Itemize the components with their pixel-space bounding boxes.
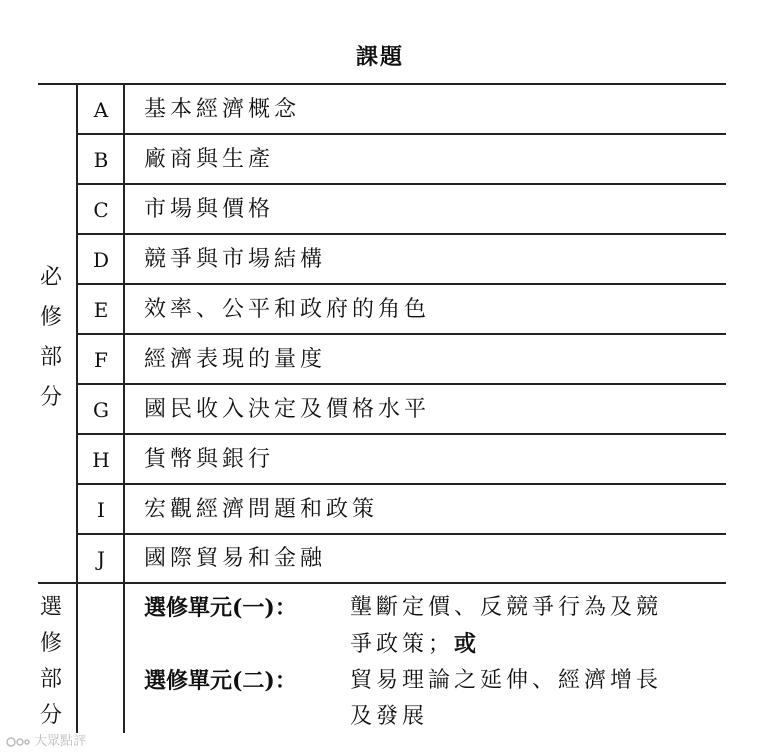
label-char: 分 (39, 385, 62, 410)
topic-code: E (93, 298, 109, 322)
topic-code: C (93, 198, 109, 222)
topic-row (78, 285, 726, 335)
description-line (350, 626, 720, 663)
topic-code: I (97, 498, 105, 522)
topic-name: 國際貿易和金融 (144, 546, 327, 571)
topic-name: 基本經濟概念 (144, 97, 301, 122)
label-char: 必 (39, 265, 62, 290)
description-line: 壟斷定價、反競爭行為及競 (350, 595, 663, 620)
topic-code: A (93, 98, 109, 122)
topic-code: F (94, 348, 108, 372)
label-char: 修 (39, 305, 62, 330)
topic-row (78, 335, 726, 385)
elective-unit-description (350, 663, 720, 735)
label-char: 部 (39, 345, 62, 370)
label-char: 部 (39, 667, 62, 692)
topic-row (78, 534, 726, 584)
topic-row (78, 385, 726, 435)
description-text: 爭政策； (350, 632, 455, 657)
topic-row (78, 435, 726, 485)
conjunction: 或 (454, 631, 481, 657)
elective-unit-name: 選修單元(一)： (144, 595, 297, 621)
watermark-logo-icon (6, 736, 30, 748)
required-section-label (36, 258, 66, 418)
description-line: 及發展 (350, 704, 429, 729)
table-title: 課題 (355, 44, 404, 70)
description-line: 貿易理論之延伸、經濟增長 (350, 668, 663, 693)
topic-name: 效率、公平和政府的角色 (144, 297, 431, 322)
topic-name: 宏觀經濟問題和政策 (144, 497, 379, 522)
label-char: 修 (39, 631, 62, 656)
topic-name: 市場與價格 (144, 197, 275, 222)
topic-row (78, 485, 726, 535)
topic-name: 廠商與生產 (144, 147, 275, 172)
topic-row (78, 185, 726, 235)
topic-code: J (96, 547, 106, 571)
topic-row (78, 135, 726, 185)
topic-name: 競爭與市場結構 (144, 247, 327, 272)
topic-row (78, 85, 726, 135)
label-char: 選 (39, 595, 62, 620)
topic-name: 經濟表現的量度 (144, 347, 327, 372)
elective-unit-name: 選修單元(二)： (144, 668, 297, 694)
label-char: 分 (39, 703, 62, 728)
topic-name: 國民收入決定及價格水平 (144, 397, 431, 422)
elective-section-label (36, 590, 66, 734)
topic-code: B (93, 148, 109, 172)
topic-code: G (93, 398, 109, 422)
topic-code: H (92, 448, 110, 472)
elective-unit-description (350, 590, 720, 663)
topic-code: D (92, 248, 110, 272)
topic-row (78, 235, 726, 285)
watermark (6, 730, 86, 749)
topic-name: 貨幣與銀行 (144, 447, 275, 472)
watermark-text: 大眾點評 (34, 734, 87, 749)
